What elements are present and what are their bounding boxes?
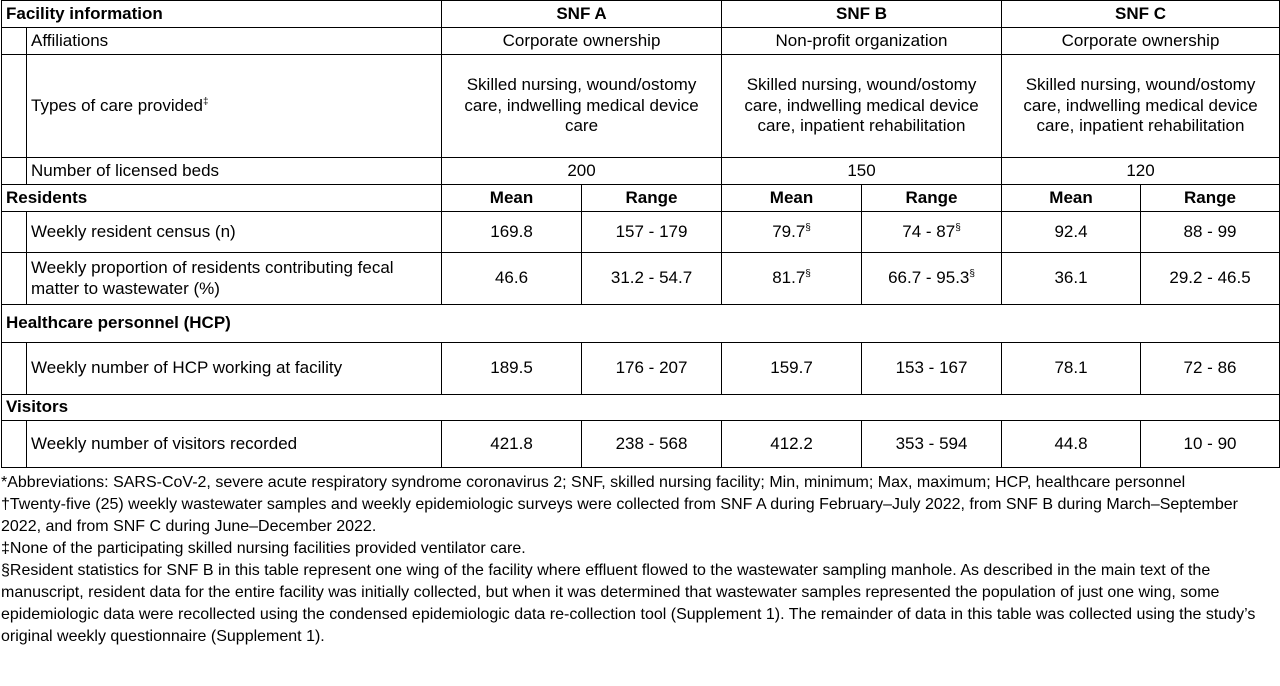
snf-b-mean-value: 81.7: [772, 268, 806, 288]
snf-c-header: SNF C: [1002, 1, 1280, 28]
indent-cell: [2, 343, 27, 395]
indent-cell: [2, 28, 27, 55]
snf-c-mean: 92.4: [1002, 212, 1141, 253]
snf-b-range: [862, 212, 1002, 253]
snf-a-header: SNF A: [442, 1, 722, 28]
footnote-dagger: †Twenty-five (25) weekly wastewater samples and weekly epidemiologic surveys were collected from SNF A during February–July 2022, from SNF B during March–September 2022, and from SNF C during June–December 2022.: [1, 496, 1238, 535]
snf-a-range: 238 - 568: [582, 421, 722, 468]
footnote-double-dagger: ‡None of the participating skilled nursing facilities provided ventilator care.: [1, 540, 526, 557]
snf-b-mean: 412.2: [722, 421, 862, 468]
snf-a-mean: 46.6: [442, 253, 582, 305]
row-label: Number of licensed beds: [27, 158, 442, 185]
visitors-weekly-row: [2, 421, 1280, 468]
indent-cell: [2, 158, 27, 185]
section-mark: §: [955, 222, 961, 234]
footnote-abbreviations: *Abbreviations: SARS-CoV-2, severe acute respiratory syndrome coronavirus 2; SNF, skilled nursing facility; Min, minimum; Max, maximum; HCP, healthcare personnel: [1, 474, 1186, 491]
row-label: Weekly resident census (n): [27, 212, 442, 253]
snf-b-value: 150: [722, 158, 1002, 185]
snf-c-mean-header: Mean: [1002, 185, 1141, 212]
snf-a-range: 31.2 - 54.7: [582, 253, 722, 305]
residents-section-label: Residents: [2, 185, 442, 212]
footnote-section: §Resident statistics for SNF B in this table represent one wing of the facility where effluent flowed to the wastewater sampling manhole. As described in the main text of the manuscript, resident data for the entire facility was initially collected, but when it was determined that wastewater samples represented the population of just one wing, some epidemiologic data were recollected using the condensed epidemiologic data re-collection tool (Supplement 1). The remainder of data in this table was collected using the study’s original weekly questionnaire (Supplement 1).: [1, 562, 1256, 645]
snf-a-mean: 421.8: [442, 421, 582, 468]
section-mark: §: [805, 222, 811, 234]
snf-c-mean: 36.1: [1002, 253, 1141, 305]
row-label: Affiliations: [27, 28, 442, 55]
indent-cell: [2, 253, 27, 305]
snf-b-mean: [722, 253, 862, 305]
snf-c-range: 88 - 99: [1141, 212, 1280, 253]
snf-c-range: 72 - 86: [1141, 343, 1280, 395]
facility-information-header: Facility information: [2, 1, 442, 28]
snf-a-range: 176 - 207: [582, 343, 722, 395]
snf-b-mean-value: 79.7: [772, 221, 806, 241]
licensed-beds-row: [2, 158, 1280, 185]
indent-cell: [2, 212, 27, 253]
table-footnotes: [0, 468, 1279, 648]
snf-b-range: 353 - 594: [862, 421, 1002, 468]
section-mark: §: [805, 268, 811, 280]
snf-b-range-value: 66.7 - 95.3: [888, 268, 970, 288]
snf-a-value: Corporate ownership: [442, 28, 722, 55]
indent-cell: [2, 55, 27, 158]
header-row: [2, 1, 1280, 28]
resident-census-row: [2, 212, 1280, 253]
row-label: [27, 55, 442, 158]
snf-a-range: 157 - 179: [582, 212, 722, 253]
snf-c-mean: 78.1: [1002, 343, 1141, 395]
snf-b-range: [862, 253, 1002, 305]
snf-a-value: Skilled nursing, wound/ostomy care, indwelling medical device care: [442, 55, 722, 158]
snf-c-value: Skilled nursing, wound/ostomy care, indwelling medical device care, inpatient rehabilitation: [1002, 55, 1280, 158]
hcp-weekly-row: [2, 343, 1280, 395]
snf-a-mean-header: Mean: [442, 185, 582, 212]
snf-b-header: SNF B: [722, 1, 1002, 28]
visitors-section-label: Visitors: [2, 395, 1280, 421]
snf-c-range: 10 - 90: [1141, 421, 1280, 468]
snf-a-mean: 189.5: [442, 343, 582, 395]
section-mark: §: [969, 268, 975, 280]
row-label: Weekly number of HCP working at facility: [27, 343, 442, 395]
snf-b-range-value: 74 - 87: [902, 221, 956, 241]
affiliations-row: [2, 28, 1280, 55]
snf-a-value: 200: [442, 158, 722, 185]
visitors-section-row: [2, 395, 1280, 421]
snf-c-range-header: Range: [1141, 185, 1280, 212]
snf-a-range-header: Range: [582, 185, 722, 212]
snf-c-value: Corporate ownership: [1002, 28, 1280, 55]
facility-table: [1, 0, 1280, 468]
resident-proportion-row: [2, 253, 1280, 305]
snf-b-value: Skilled nursing, wound/ostomy care, indwelling medical device care, inpatient rehabilitation: [722, 55, 1002, 158]
snf-b-mean: 159.7: [722, 343, 862, 395]
residents-section-row: [2, 185, 1280, 212]
snf-b-range-header: Range: [862, 185, 1002, 212]
double-dagger-mark: ‡: [202, 96, 209, 108]
hcp-section-label: Healthcare personnel (HCP): [2, 305, 1280, 343]
snf-b-mean: [722, 212, 862, 253]
snf-b-range: 153 - 167: [862, 343, 1002, 395]
snf-a-mean: 169.8: [442, 212, 582, 253]
types-of-care-row: [2, 55, 1280, 158]
snf-c-value: 120: [1002, 158, 1280, 185]
row-label: Weekly number of visitors recorded: [27, 421, 442, 468]
snf-c-mean: 44.8: [1002, 421, 1141, 468]
row-label: Weekly proportion of residents contributing fecal matter to wastewater (%): [27, 253, 442, 305]
snf-b-mean-header: Mean: [722, 185, 862, 212]
snf-c-range: 29.2 - 46.5: [1141, 253, 1280, 305]
indent-cell: [2, 421, 27, 468]
snf-b-value: Non-profit organization: [722, 28, 1002, 55]
hcp-section-row: [2, 305, 1280, 343]
row-label-text: Types of care provided: [31, 95, 203, 115]
